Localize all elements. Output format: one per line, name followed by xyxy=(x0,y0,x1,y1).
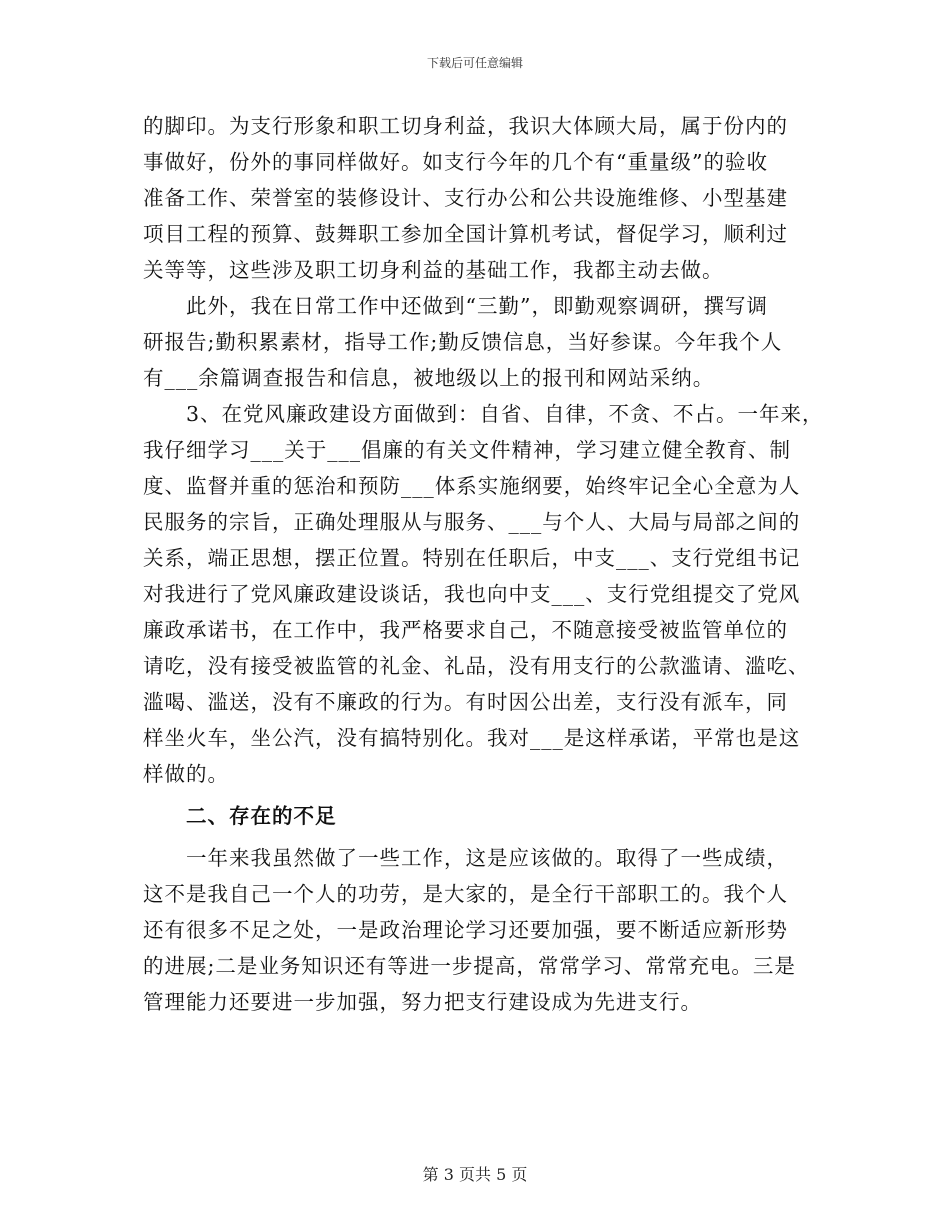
text-line: 一年来我虽然做了一些工作，这是应该做的。取得了一些成绩， xyxy=(143,846,788,870)
text-line: 有___余篇调查报告和信息，被地级以上的报刊和网站采纳。 xyxy=(143,366,715,390)
text-line: 关系，端正思想，摆正位置。特别在任职后，中支___、支行党组书记 xyxy=(143,546,801,570)
text-line: 这不是我自己一个人的功劳，是大家的，是全行干部职工的。我个人 xyxy=(143,882,788,906)
page-header: 下载后可任意编辑 xyxy=(426,56,523,70)
paragraph-4 xyxy=(143,840,833,1020)
paragraph-3 xyxy=(143,396,833,792)
text-line: 请吃，没有接受被监管的礼金、礼品，没有用支行的公款滥请、滥吃、 xyxy=(143,654,810,678)
text-line: 此外，我在日常工作中还做到“三勤”，即勤观察调研，撰写调 xyxy=(143,294,768,318)
text-line: 准备工作、荣誉室的装修设计、支行办公和公共设施维修、小型基建 xyxy=(143,186,788,210)
section-heading: 二、存在的不足 xyxy=(143,804,337,828)
document-body xyxy=(143,108,833,1020)
text-line: 样做的。 xyxy=(143,762,229,786)
text-line: 我仔细学习___关于___倡廉的有关文件精神，学习建立健全教育、制 xyxy=(143,438,791,462)
page-number-footer: 第 3 页共 5 页 xyxy=(422,1165,528,1184)
text-line: 民服务的宗旨，正确处理服从与服务、___与个人、大局与局部之间的 xyxy=(143,510,801,534)
text-line: 项目工程的预算、鼓舞职工参加全国计算机考试，督促学习，顺利过 xyxy=(143,222,788,246)
text-line: 样坐火车，坐公汽，没有搞特别化。我对___是这样承诺，平常也是这 xyxy=(143,726,801,750)
paragraph-1 xyxy=(143,108,833,288)
text-line: 研报告;勤积累素材，指导工作;勤反馈信息，当好参谋。今年我个人 xyxy=(143,330,783,354)
text-line: 的脚印。为支行形象和职工切身利益，我识大体顾大局，属于份内的 xyxy=(143,114,788,138)
text-line: 度、监督并重的惩治和预防___体系实施纲要，始终牢记全心全意为人 xyxy=(143,474,801,498)
text-line: 滥喝、滥送，没有不廉政的行为。有时因公出差，支行没有派车，同 xyxy=(143,690,788,714)
text-line: 3、在党风廉政建设方面做到：自省、自律，不贪、不占。一年来， xyxy=(143,402,824,426)
text-line: 关等等，这些涉及职工切身利益的基础工作，我都主动去做。 xyxy=(143,258,724,282)
text-line: 管理能力还要进一步加强，努力把支行建设成为先进支行。 xyxy=(143,990,702,1014)
text-line: 廉政承诺书，在工作中，我严格要求自己，不随意接受被监管单位的 xyxy=(143,618,788,642)
text-line: 事做好，份外的事同样做好。如支行今年的几个有“重量级”的验收 xyxy=(143,150,768,174)
paragraph-2 xyxy=(143,288,833,396)
text-line: 的进展;二是业务知识还有等进一步提高，常常学习、常常充电。三是 xyxy=(143,954,796,978)
text-line: 对我进行了党风廉政建设谈话，我也向中支___、支行党组提交了党风 xyxy=(143,582,801,606)
text-line: 还有很多不足之处，一是政治理论学习还要加强，要不断适应新形势 xyxy=(143,918,788,942)
